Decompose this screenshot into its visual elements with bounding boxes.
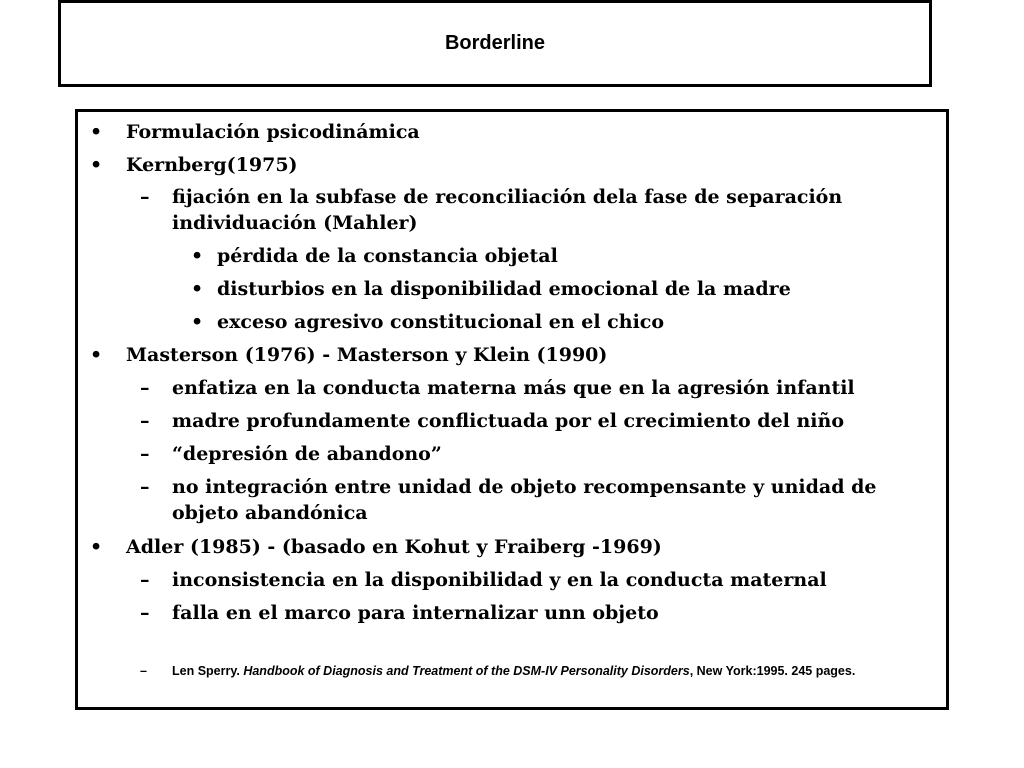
list-item-text: falla en el marco para internalizar unn objeto	[172, 602, 659, 624]
content-box	[75, 109, 949, 710]
reference-author: Len Sperry.	[172, 664, 244, 678]
dash-marker: –	[140, 443, 150, 465]
list-item-text: pérdida de la constancia objetal	[217, 245, 558, 267]
reference-publication: , New York:1995. 245 pages.	[689, 664, 856, 678]
list-item-text: enfatiza en la conducta materna más que en la agresión infantil	[172, 377, 855, 399]
list-item-text: madre profundamente conflictuada por el crecimiento del niño	[172, 410, 845, 432]
dash-marker: –	[140, 186, 150, 208]
list-item-text: inconsistencia en la disponibilidad y en la conducta maternal	[172, 569, 827, 591]
dash-marker: –	[140, 602, 150, 624]
list-item-text: Adler (1985) - (basado en Kohut y Fraiberg -1969)	[126, 536, 662, 558]
title-box	[58, 0, 932, 87]
dash-marker: –	[140, 377, 150, 399]
bullet-marker: •	[90, 121, 103, 143]
dash-marker: –	[140, 476, 150, 498]
list-item-text: no integración entre unidad de objeto recompensante y unidad de objeto abandónica	[172, 476, 877, 524]
list-item-text: fijación en la subfase de reconciliación dela fase de separación individuación (Mahler)	[172, 186, 843, 234]
bullet-marker: •	[191, 245, 204, 267]
dash-marker: –	[140, 664, 147, 678]
dash-marker: –	[140, 569, 150, 591]
slide-title: Borderline	[444, 32, 546, 54]
bullet-marker: •	[90, 536, 103, 558]
dash-marker: –	[140, 410, 150, 432]
list-item-text: Kernberg(1975)	[126, 154, 298, 176]
bullet-marker: •	[191, 311, 204, 333]
reference-book-title: Handbook of Diagnosis and Treatment of the DSM-IV Personality Disorders	[243, 664, 690, 678]
list-item-text: Formulación psicodinámica	[126, 121, 420, 143]
bullet-marker: •	[90, 344, 103, 366]
reference-text	[172, 662, 906, 680]
bullet-marker: •	[90, 154, 103, 176]
list-item-text: exceso agresivo constitucional en el chico	[217, 311, 665, 333]
list-item-text: disturbios en la disponibilidad emocional de la madre	[217, 278, 791, 300]
list-item-text: Masterson (1976) - Masterson y Klein (1990)	[126, 344, 608, 366]
list-item-text: “depresión de abandono”	[172, 443, 442, 465]
bullet-marker: •	[191, 278, 204, 300]
